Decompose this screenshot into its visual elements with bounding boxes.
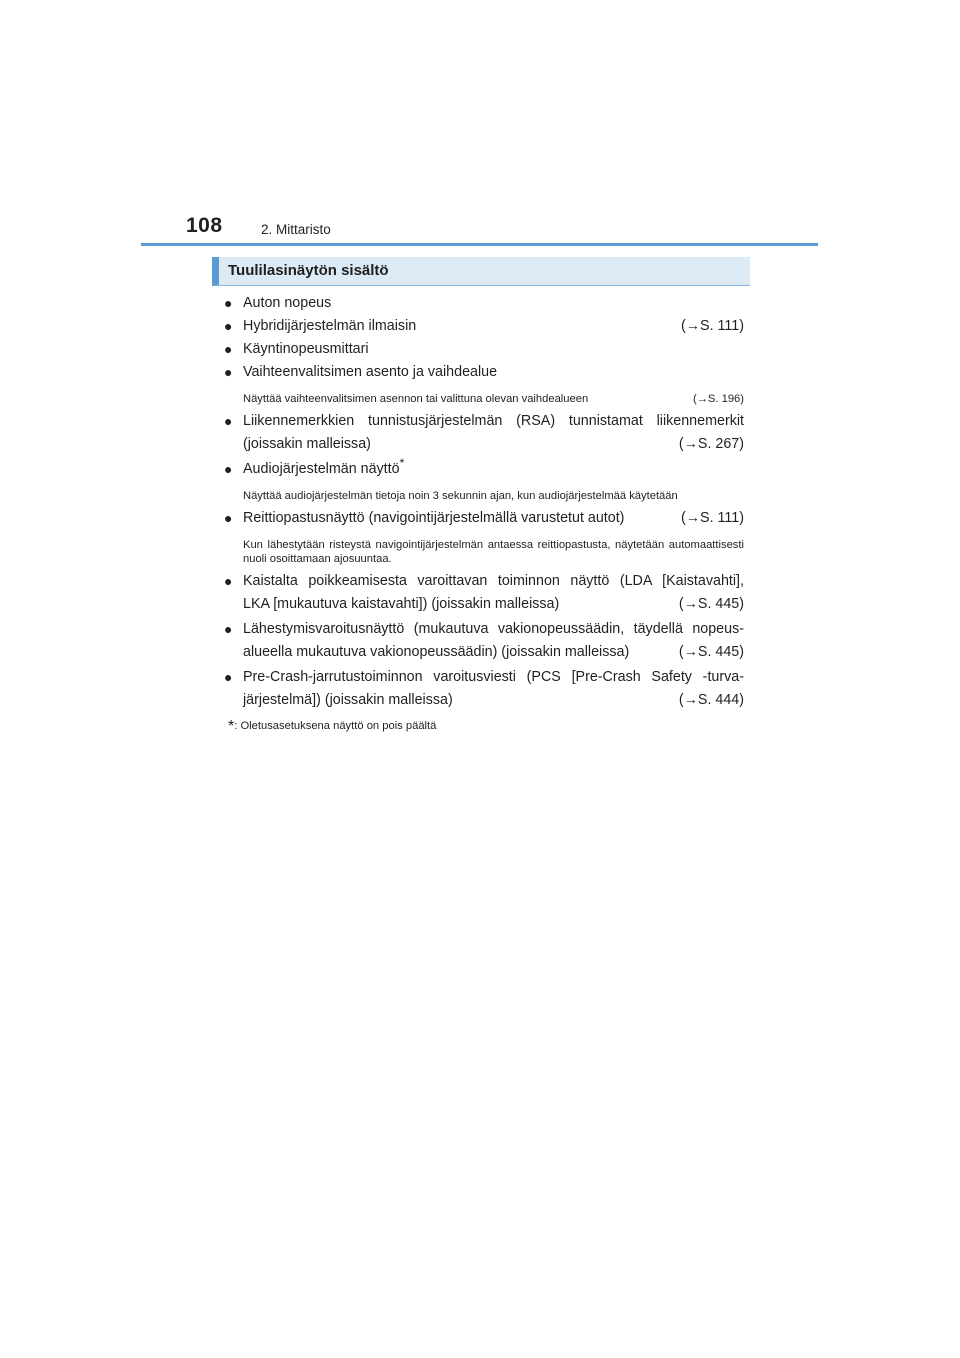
section-heading (212, 257, 750, 286)
list-item (224, 410, 744, 456)
page-reference-link[interactable]: (→S. 267) (678, 436, 744, 452)
chapter-title: 2. Mittaristo (261, 222, 331, 237)
list-item (224, 618, 744, 664)
item-text: (joissakin malleissa) (243, 436, 371, 452)
item-text: Reittiopastusnäyttö (navigointijärjestelmällä varustetut autot) (243, 510, 625, 526)
page-reference-link[interactable]: (→S. 444) (678, 692, 744, 708)
list-item (224, 570, 744, 616)
item-note (224, 538, 744, 566)
page-reference-link[interactable]: (→S. 196) (693, 393, 744, 405)
content (224, 292, 744, 736)
item-text: Pre-Crash-jarrutustoiminnon varoitusviesti (PCS [Pre-Crash Safety -turva- (243, 669, 744, 685)
footnote (224, 718, 744, 736)
header-rule (141, 243, 818, 246)
item-text: Auton nopeus (243, 295, 332, 311)
bullet-icon: ● (224, 318, 233, 334)
item-text: Hybridijärjestelmän ilmaisin (243, 318, 417, 334)
list-item (224, 666, 744, 712)
item-note (224, 489, 744, 503)
bullet-icon: ● (224, 295, 233, 311)
list-item (224, 361, 744, 384)
bullet-icon: ● (224, 510, 233, 526)
bullet-icon: ● (224, 461, 233, 477)
list-item (224, 458, 744, 481)
item-text: Lähestymisvaroitusnäyttö (mukautuva vakionopeussäädin, täydellä nopeus- (243, 621, 744, 637)
page-number: 108 (186, 214, 223, 237)
list-item (224, 292, 744, 315)
footnote-marker: * (228, 718, 235, 735)
item-text: Kaistalta poikkeamisesta varoittavan toiminnon näyttö (LDA [Kaistavahti], (243, 573, 744, 589)
bullet-icon: ● (224, 413, 233, 429)
item-text: LKA [mukautuva kaistavahti]) (joissakin malleissa) (243, 596, 560, 612)
item-text: Liikennemerkkien tunnistusjärjestelmän (RSA) tunnistamat liikennemerkit (243, 413, 744, 429)
note-text: Kun lähestytään risteystä navigointijärjestelmän antaessa reittiopastusta, näytetään automaattisesti nuoli osoittamaan ajosuuntaa. (243, 539, 744, 565)
item-text: järjestelmä]) (joissakin malleissa) (243, 692, 453, 708)
item-text: alueella mukautuva vakionopeussäädin) (joissakin malleissa) (243, 644, 630, 660)
item-text: Vaihteenvalitsimen asento ja vaihdealue (243, 364, 498, 380)
page-reference-link[interactable]: (→S. 111) (680, 318, 744, 334)
bullet-icon: ● (224, 364, 233, 380)
bullet-icon: ● (224, 573, 233, 589)
page-reference-link[interactable]: (→S. 445) (678, 644, 744, 660)
note-text: Näyttää vaihteenvalitsimen asennon tai valittuna olevan vaihdealueen (243, 393, 589, 405)
note-text: Näyttää audiojärjestelmän tietoja noin 3 sekunnin ajan, kun audiojärjestelmää käytetään (243, 490, 678, 502)
bullet-icon: ● (224, 669, 233, 685)
list-item (224, 338, 744, 361)
list-item (224, 315, 744, 338)
page-reference-link[interactable]: (→S. 111) (680, 510, 744, 526)
footnote-marker: * (399, 456, 405, 471)
bullet-icon: ● (224, 341, 233, 357)
page-reference-link[interactable]: (→S. 445) (678, 596, 744, 612)
footnote-text: : Oletusasetuksena näyttö on pois päältä (234, 720, 437, 732)
item-text: Audiojärjestelmän näyttö (243, 461, 400, 477)
section-title: Tuulilasinäytön sisältö (228, 262, 389, 279)
list-item (224, 507, 744, 530)
bullet-icon: ● (224, 621, 233, 637)
item-text: Käyntinopeusmittari (243, 341, 369, 357)
item-note (224, 392, 744, 406)
